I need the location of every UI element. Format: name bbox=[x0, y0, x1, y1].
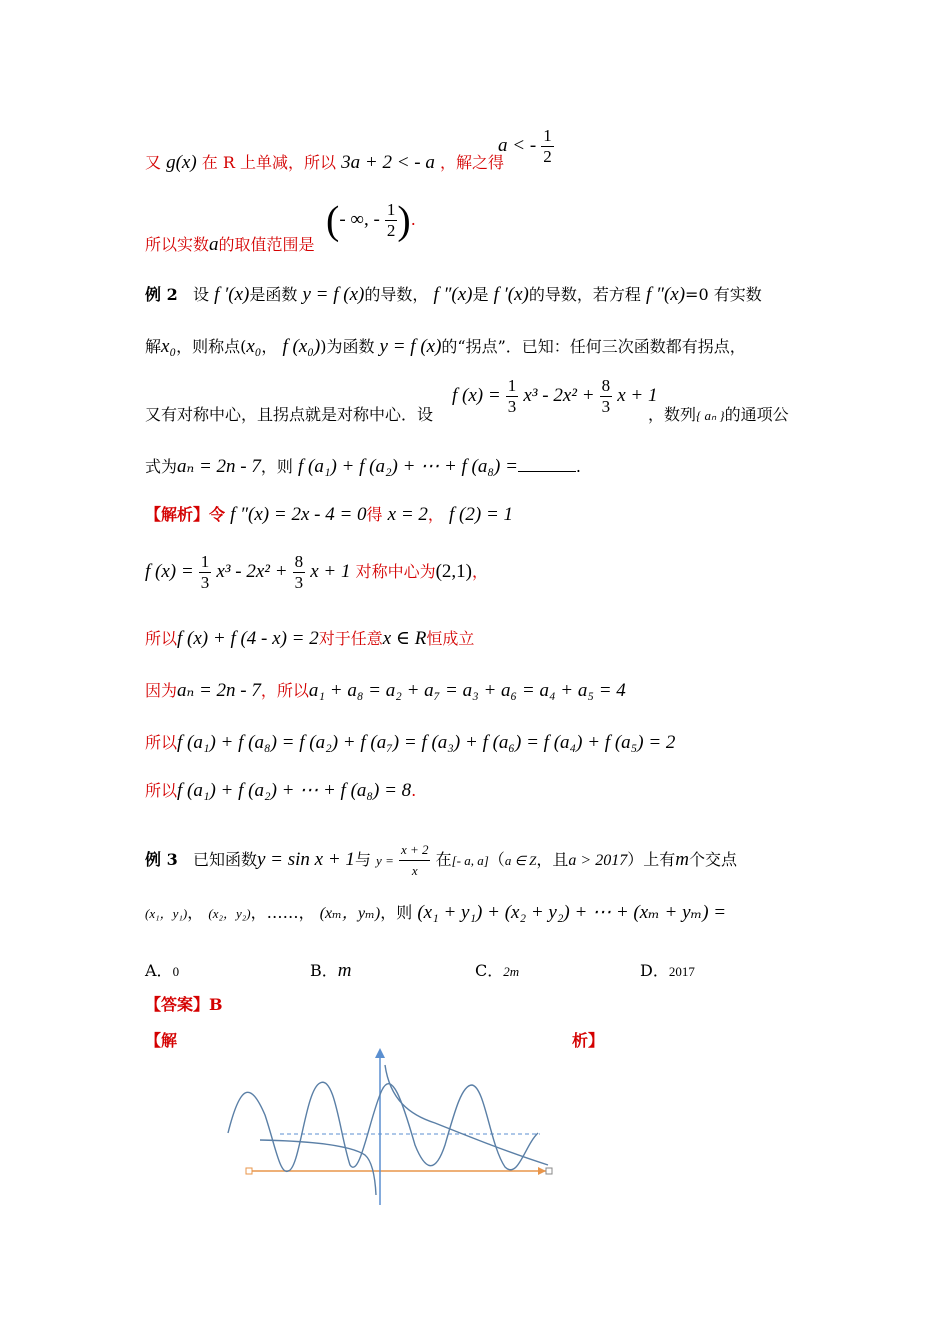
sequence-text: ，数列{ aₙ }的通项公 bbox=[648, 405, 789, 424]
g-of-x: g(x) bbox=[166, 152, 197, 173]
solution3-left: 【解 bbox=[145, 1031, 178, 1050]
result-a: a < - $\frac{1}{2}$ bbox=[498, 126, 552, 166]
solution2-line5: 所以f (a₁) + f (a₈) = f (a₂) + f (a₇) = f (a₃) + f (a₆) = f (a₄) + f (a₅) = 2 bbox=[145, 732, 676, 753]
example2-label: 例 2 bbox=[145, 285, 178, 304]
solution2-line4: 因为aₙ = 2n - 7，所以a₁ + a₈ = a₂ + a₇ = a₃ + a₆ = a₄ + a₅ = 4 bbox=[145, 680, 626, 701]
example3-line2: (x₁，y₁)， (x₂，y₂)，……， (xₘ，yₘ)，则 (x₁ + y₁) + (x₂ + y₂) + ⋯ + (xₘ + yₘ) = bbox=[145, 902, 727, 923]
solution3-right: 析】 bbox=[572, 1031, 605, 1050]
option-d: D．2017 bbox=[640, 961, 695, 980]
range-interval: (- ∞, - $\frac{1}{2}$ ). bbox=[326, 197, 416, 243]
option-a: A．0 bbox=[145, 961, 180, 980]
hyperbola-left bbox=[260, 1140, 376, 1195]
answer-line: 【答案】B bbox=[145, 995, 223, 1014]
intersection-graph bbox=[220, 1045, 565, 1215]
example3-line1: 例 3 已知函数y = sin x + 1与 y = $\frac{x + 2}{x}$ 在[- a, a]（a ∈ Z，且a > 2017）上有m个交点 bbox=[145, 842, 737, 878]
solution2-line6: 所以f (a₁) + f (a₂) + ⋯ + f (a₈) = 8. bbox=[145, 780, 417, 801]
solution2-line3: 所以f (x) + f (4 - x) = 2对于任意x ∈ R恒成立 bbox=[145, 628, 475, 649]
option-b: B．m bbox=[310, 960, 352, 981]
line-decreasing: 又 g(x) 在 R 上单减，所以 3a + 2 < - a ，解之得 bbox=[145, 152, 504, 173]
x-axis-arrow bbox=[538, 1167, 546, 1175]
solution2-line2: f (x) = $\frac{1}{3}$ x³ - 2x² + $\frac{8}{3}$ x + 1 对称中心为(2,1)， bbox=[145, 552, 489, 592]
x-axis-left-end bbox=[246, 1168, 252, 1174]
example2-line3: 又有对称中心，且拐点就是对称中心．设 bbox=[145, 405, 434, 424]
cubic-function: f (x) = $\frac{1}{3}$ x³ - 2x² + $\frac{8}{3}$ x + 1 bbox=[452, 376, 658, 416]
example2-line4: 式为aₙ = 2n - 7，则 f (a₁) + f (a₂) + ⋯ + f (a₈) = . bbox=[145, 456, 581, 477]
hyperbola-right bbox=[385, 1065, 548, 1165]
answer-blank bbox=[518, 457, 576, 472]
inequality: 3a + 2 < - a bbox=[341, 152, 435, 173]
x-axis-right-end bbox=[546, 1168, 552, 1174]
sine-curve bbox=[228, 1082, 538, 1171]
example3-label: 例 3 bbox=[145, 850, 178, 869]
example2-line1: 例 2 设 f ′(x)是函数 y = f (x)的导数， f ″(x)是 f ′(x)的导数，若方程 f ″(x)=0 有实数 bbox=[145, 284, 762, 305]
example2-line2: 解x₀，则称点(x₀， f (x₀))为函数 y = f (x)的“拐点”．已知：任何三次函数都有拐点， bbox=[145, 336, 746, 357]
option-c: C．2m bbox=[475, 961, 520, 980]
line-range: 所以实数a的取值范围是 bbox=[145, 234, 315, 255]
y-axis-arrow bbox=[375, 1048, 385, 1058]
solution2-line1: 【解析】令 f ″(x) = 2x - 4 = 0得 x = 2， f (2) = 1 bbox=[145, 504, 514, 525]
